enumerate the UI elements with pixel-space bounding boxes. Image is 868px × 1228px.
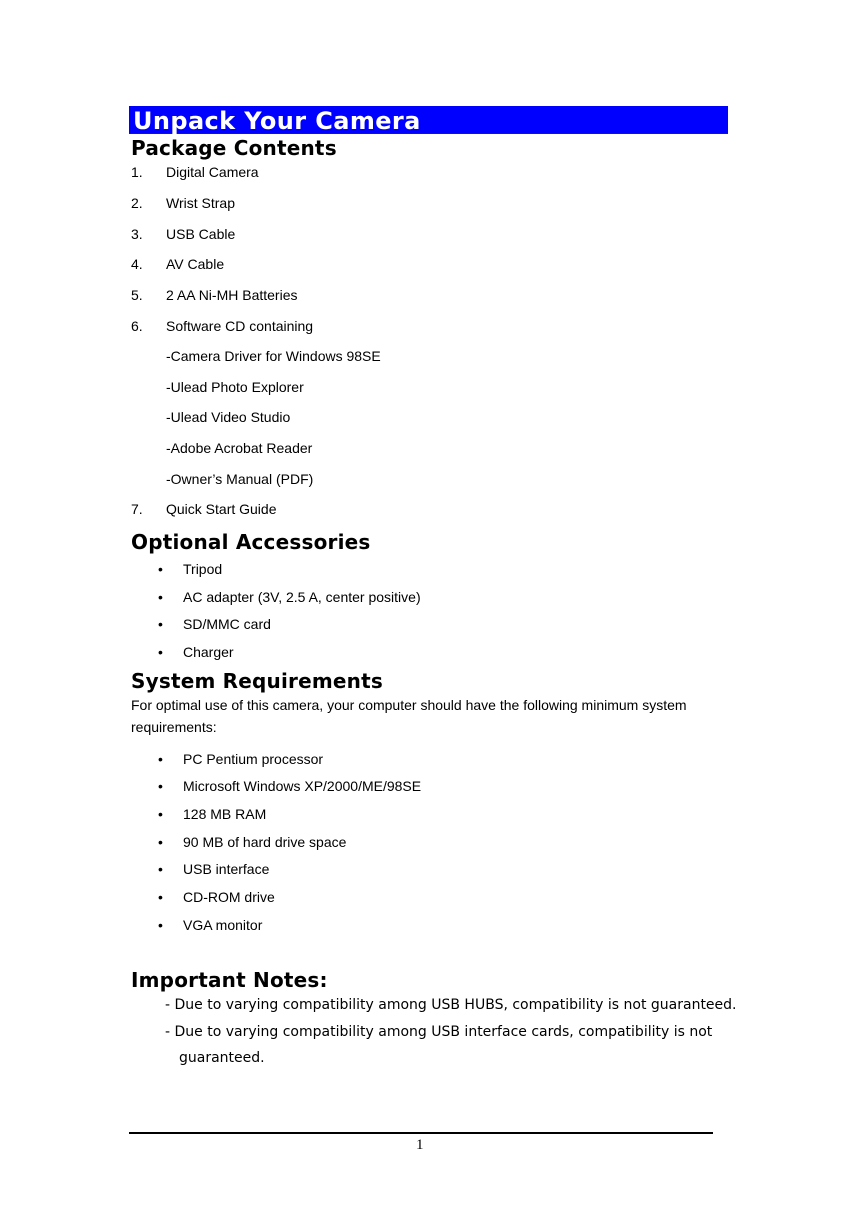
bullet-icon: • — [158, 806, 163, 822]
system-requirements-heading: System Requirements — [131, 669, 383, 693]
bullet-label: Charger — [183, 644, 234, 660]
item-label: USB Cable — [166, 226, 236, 242]
bullet-icon: • — [158, 861, 163, 877]
item-number: 6. — [131, 318, 143, 334]
bullet-label: Tripod — [183, 561, 223, 577]
note-line: guaranteed. — [179, 1050, 265, 1066]
item-number: 3. — [131, 226, 143, 242]
bullet-icon: • — [158, 616, 163, 632]
bullet-label: Microsoft Windows XP/2000/ME/98SE — [183, 778, 422, 794]
bullet-icon: • — [158, 917, 163, 933]
cd-content-label: -Adobe Acrobat Reader — [166, 440, 313, 456]
item-label: AV Cable — [166, 256, 225, 272]
bullet-icon: • — [158, 589, 163, 605]
item-number: 5. — [131, 287, 143, 303]
page-title-bar — [129, 106, 728, 134]
cd-content-label: -Ulead Photo Explorer — [166, 379, 304, 395]
page-number: 1 — [416, 1137, 424, 1153]
item-label: Quick Start Guide — [166, 501, 277, 517]
bullet-label: PC Pentium processor — [183, 751, 324, 767]
item-number: 7. — [131, 501, 143, 517]
page-title: Unpack Your Camera — [133, 107, 421, 135]
bullet-label: 128 MB RAM — [183, 806, 267, 822]
bullet-icon: • — [158, 834, 163, 850]
bullet-icon: • — [158, 751, 163, 767]
bullet-icon: • — [158, 889, 163, 905]
bullet-label: CD-ROM drive — [183, 889, 275, 905]
important-notes-heading: Important Notes: — [131, 968, 328, 992]
bullet-label: USB interface — [183, 861, 270, 877]
bullet-label: AC adapter (3V, 2.5 A, center positive) — [183, 589, 421, 605]
bullet-label: 90 MB of hard drive space — [183, 834, 347, 850]
item-number: 4. — [131, 256, 143, 272]
item-label: Software CD containing — [166, 318, 314, 334]
note-line: - Due to varying compatibility among USB interface cards, compatibility is not — [165, 1024, 713, 1040]
item-label: Digital Camera — [166, 164, 259, 180]
cd-content-label: -Owner’s Manual (PDF) — [166, 471, 314, 487]
cd-content-label: -Ulead Video Studio — [166, 409, 291, 425]
bullet-icon: • — [158, 644, 163, 660]
bullet-icon: • — [158, 561, 163, 577]
package-contents-heading: Package Contents — [131, 136, 337, 160]
item-label: Wrist Strap — [166, 195, 235, 211]
optional-accessories-heading: Optional Accessories — [131, 530, 371, 554]
bullet-label: VGA monitor — [183, 917, 263, 933]
item-label: 2 AA Ni-MH Batteries — [166, 287, 298, 303]
item-number: 1. — [131, 164, 143, 180]
footer-rule — [129, 1132, 713, 1134]
system-requirements-intro: For optimal use of this camera, your computer should have the following minimum system requirements: — [131, 697, 687, 735]
bullet-icon: • — [158, 778, 163, 794]
cd-content-label: -Camera Driver for Windows 98SE — [166, 348, 381, 364]
item-number: 2. — [131, 195, 143, 211]
note-line: - Due to varying compatibility among USB HUBS, compatibility is not guaranteed. — [165, 997, 737, 1013]
bullet-label: SD/MMC card — [183, 616, 271, 632]
